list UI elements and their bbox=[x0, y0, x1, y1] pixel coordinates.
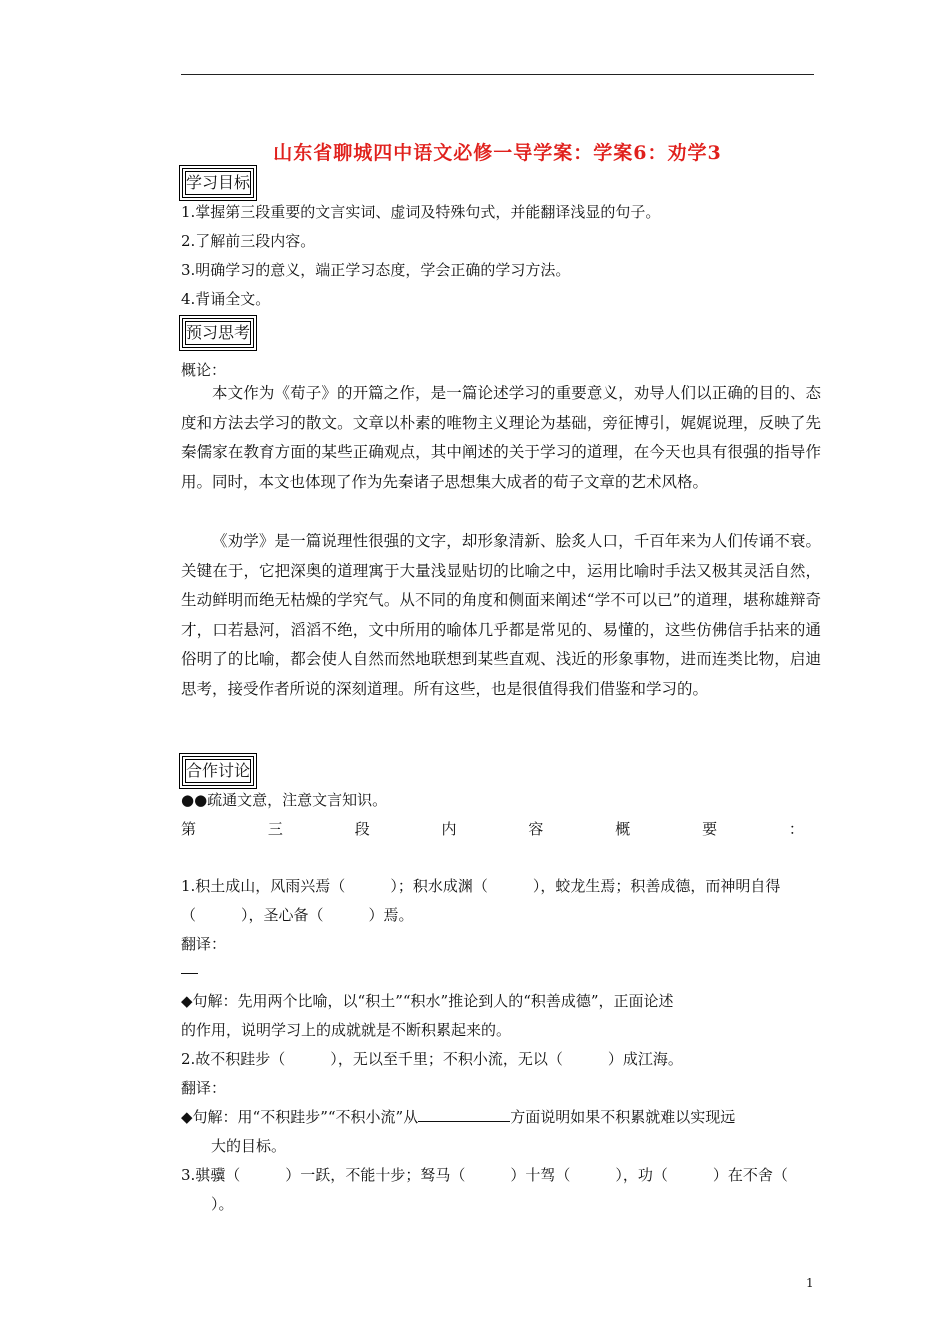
goal-item-3: 3.明确学习的意义，端正学习态度，学会正确的学习方法。 bbox=[181, 261, 571, 279]
question-3-line-1: 3.骐骥（ ）一跃，不能十步；驽马（ ）十驾（ ），功（ ）在不舍（ bbox=[181, 1166, 788, 1184]
section-label-preview: 预习思考 bbox=[182, 318, 254, 348]
question-1-note-line-1: ◆句解：先用两个比喻，以“积土”“积水”推论到人的“积善成德”，正面论述 bbox=[181, 992, 674, 1010]
goal-item-2: 2.了解前三段内容。 bbox=[181, 232, 316, 250]
summary-char: ： bbox=[788, 820, 804, 838]
question-2: 2.故不积跬步（ ），无以至千里；不积小流，无以（ ）成江海。 bbox=[181, 1050, 683, 1068]
overview-label: 概论： bbox=[181, 361, 227, 379]
task-instruction: ●●疏通文意，注意文言知识。 bbox=[181, 791, 388, 809]
header-rule bbox=[181, 74, 814, 75]
question-1-translate-label: 翻译： bbox=[181, 935, 227, 953]
document-title: 山东省聊城四中语文必修一导学案：学案6：劝学3 bbox=[273, 142, 722, 164]
summary-char: 要 bbox=[702, 820, 718, 838]
note-text-before: ◆句解：用“不积跬步”“不积小流”从 bbox=[181, 1108, 419, 1126]
summary-heading bbox=[181, 818, 804, 839]
overview-paragraph-2: 《劝学》是一篇说理性很强的文字，却形象清新、脍炙人口，千百年来为人们传诵不衰。关键在于，它把深奥的道理寓于大量浅显贴切的比喻之中，运用比喻时手法又极其灵活自然，生动鲜明而绝无枯燥的学究气。从不同的角度和侧面来阐述“学不可以已”的道理，堪称雄辩奇才，口若悬河，滔滔不绝，文中所用的喻体几乎都是常见的、易懂的，这些仿佛信手拈来的通俗明了的比喻，都会使人自然而然地联想到某些直观、浅近的形象事物，进而连类比物，启迪思考，接受作者所说的深刻道理。所有这些，也是很值得我们借鉴和学习的。 bbox=[181, 532, 821, 698]
question-3-line-2: ）。 bbox=[211, 1195, 234, 1213]
goal-item-1: 1.掌握第三段重要的文言实词、虚词及特殊句式，并能翻译浅显的句子。 bbox=[181, 203, 661, 221]
overview-paragraph-1: 本文作为《荀子》的开篇之作，是一篇论述学习的重要意义，劝导人们以正确的目的、态度和方法去学习的散文。文章以朴素的唯物主义理论为基础，旁征博引，娓娓说理，反映了先秦儒家在教育方面的某些正确观点，其中阐述的关于学习的道理，在今天也具有很强的指导作用。同时，本文也体现了作为先秦诸子思想集大成者的荀子文章的艺术风格。 bbox=[181, 384, 821, 491]
question-2-translate-label: 翻译： bbox=[181, 1079, 227, 1097]
fill-in-blank bbox=[418, 1107, 510, 1122]
question-2-note-line-1 bbox=[181, 1106, 821, 1127]
page-number: 1 bbox=[806, 1276, 814, 1290]
question-1-note-line-2: 的作用，说明学习上的成就就是不断积累起来的。 bbox=[181, 1021, 512, 1039]
summary-char: 段 bbox=[354, 820, 370, 838]
question-1-line-1: 1.积土成山，风雨兴焉（ ）；积水成渊（ ），蛟龙生焉；积善成德，而神明自得 bbox=[181, 877, 781, 895]
note-text-after: 方面说明如果不积累就难以实现远 bbox=[510, 1108, 736, 1126]
question-2-note-line-2: 大的目标。 bbox=[211, 1137, 287, 1155]
summary-char: 三 bbox=[267, 820, 283, 838]
summary-char: 容 bbox=[528, 820, 544, 838]
answer-line bbox=[181, 973, 198, 974]
summary-char: 概 bbox=[615, 820, 631, 838]
section-label-goals: 学习目标 bbox=[182, 168, 254, 198]
section-label-discuss: 合作讨论 bbox=[182, 756, 254, 786]
summary-char: 内 bbox=[441, 820, 457, 838]
question-1-line-2: （ ），圣心备（ ）焉。 bbox=[181, 906, 414, 924]
summary-char: 第 bbox=[181, 820, 197, 838]
goal-item-4: 4.背诵全文。 bbox=[181, 290, 271, 308]
